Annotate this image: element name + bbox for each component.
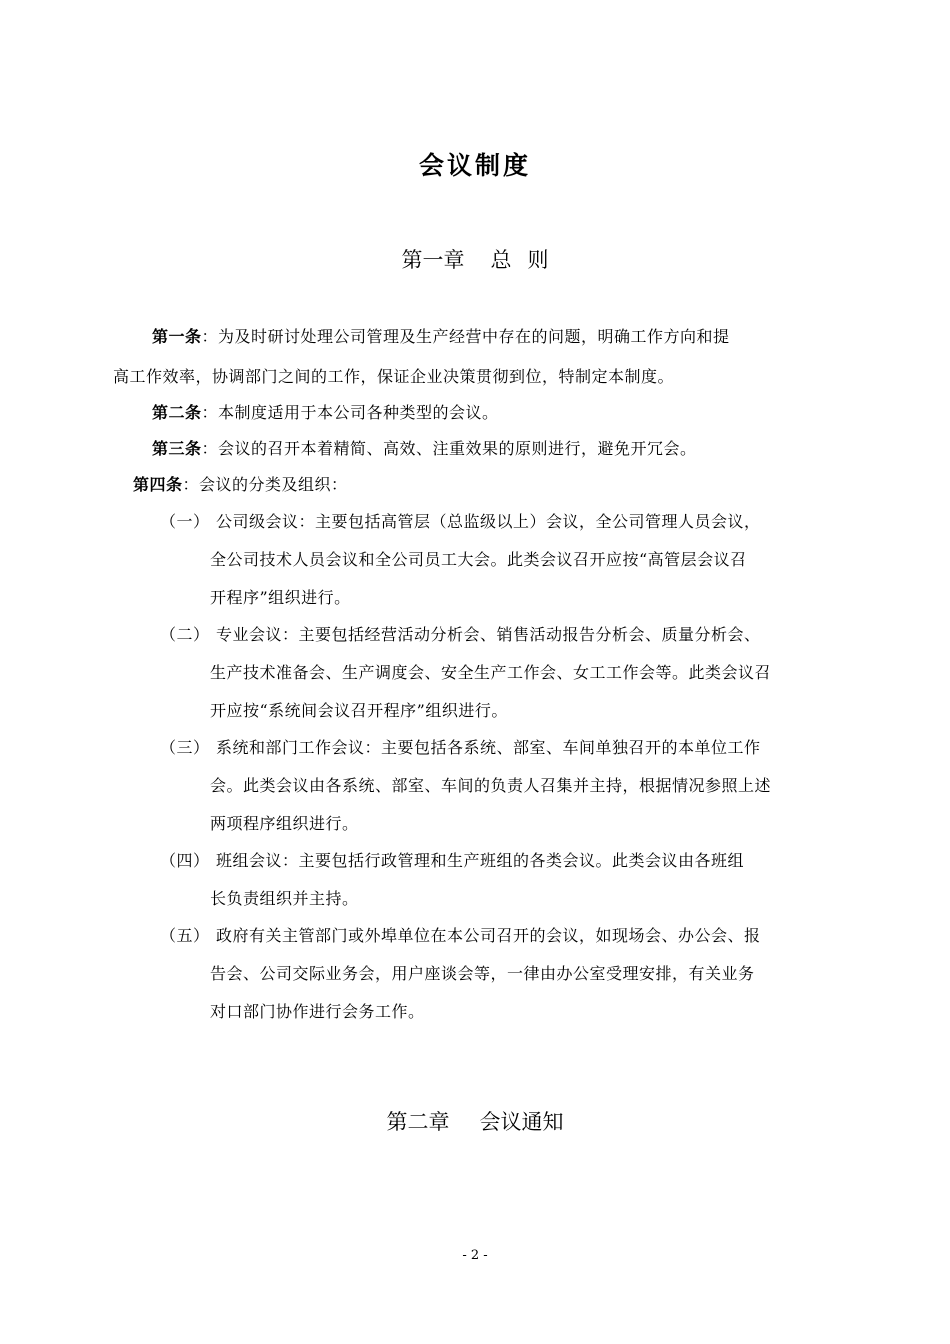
chapter-2-name: 会议通知	[479, 1110, 564, 1134]
page-number: - 2 -	[462, 1248, 488, 1263]
chapter-1-heading	[0, 244, 950, 274]
item-3-number: （三）	[160, 738, 210, 757]
article-2-label: 第二条	[152, 403, 202, 422]
chapter-1-word1: 总	[490, 248, 512, 272]
item-1-line-2: 全公司技术人员会议和全公司员工大会。此类会议召开应按“高管层会议召	[210, 550, 747, 569]
item-3-line-1: 系统和部门工作会议：主要包括各系统、部室、车间单独召开的本单位工作	[216, 738, 761, 757]
article-4: 第四条：会议的分类及组织：	[133, 475, 348, 494]
article-2: 第二条：本制度适用于本公司各种类型的会议。	[152, 403, 499, 422]
article-1-label: 第一条	[152, 327, 202, 346]
item-1-line-1: 公司级会议：主要包括高管层（总监级以上）会议，全公司管理人员会议，	[216, 512, 761, 531]
article-3: 第三条：会议的召开本着精简、高效、注重效果的原则进行，避免开冗会。	[152, 439, 697, 458]
article-1-line-1: 第一条：为及时研讨处理公司管理及生产经营中存在的问题，明确工作方向和提	[152, 327, 730, 346]
chapter-1-word2: 则	[527, 248, 549, 272]
item-2-line-3: 开应按“系统间会议召开程序”组织进行。	[210, 701, 508, 720]
item-1-number: （一）	[160, 512, 210, 531]
item-1-line-3: 开程序”组织进行。	[210, 588, 351, 607]
item-4-line-1: 班组会议：主要包括行政管理和生产班组的各类会议。此类会议由各班组	[216, 851, 745, 870]
item-3-line-2: 会。此类会议由各系统、部室、车间的负责人召集并主持，根据情况参照上述	[210, 776, 772, 795]
chapter-2-number: 第二章	[386, 1110, 450, 1134]
chapter-2-heading	[0, 1106, 950, 1136]
item-5-line-1: 政府有关主管部门或外埠单位在本公司召开的会议，如现场会、办公会、报	[216, 926, 761, 945]
document-title: 会议制度	[418, 151, 531, 180]
item-5-line-3: 对口部门协作进行会务工作。	[210, 1002, 425, 1021]
article-4-label: 第四条	[133, 475, 183, 494]
item-4-line-2: 长负责组织并主持。	[210, 889, 359, 908]
item-2-line-2: 生产技术准备会、生产调度会、安全生产工作会、女工工作会等。此类会议召	[210, 663, 772, 682]
item-2-line-1: 专业会议：主要包括经营活动分析会、销售活动报告分析会、质量分析会、	[216, 625, 761, 644]
article-3-label: 第三条	[152, 439, 202, 458]
item-2-number: （二）	[160, 625, 210, 644]
item-5-number: （五）	[160, 926, 210, 945]
item-3-line-3: 两项程序组织进行。	[210, 814, 359, 833]
chapter-1-number: 第一章	[401, 248, 465, 272]
article-1-line-2: 高工作效率，协调部门之间的工作，保证企业决策贯彻到位，特制定本制度。	[113, 367, 675, 386]
item-5-line-2: 告会、公司交际业务会，用户座谈会等，一律由办公室受理安排，有关业务	[210, 964, 755, 983]
item-4-number: （四）	[160, 851, 210, 870]
